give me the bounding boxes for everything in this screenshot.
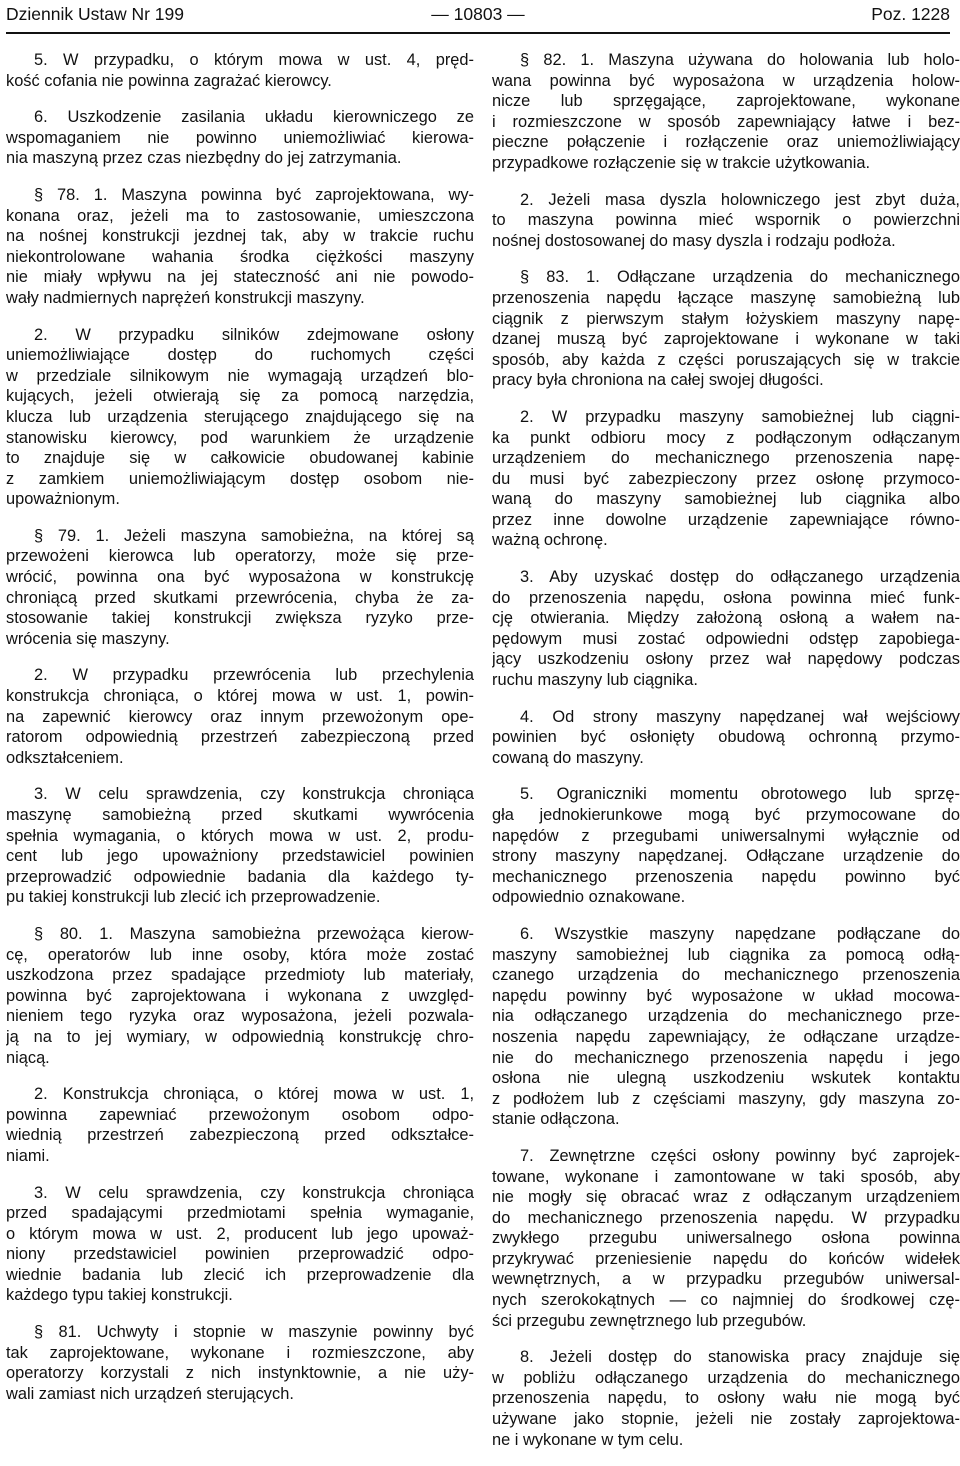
- text-line: wiednie badania lub zlecić ich przeprowadzenie dla: [6, 1265, 474, 1284]
- text-line: na nośnej konstrukcji jezdnej tak, aby w trakcie ruchu: [6, 227, 474, 246]
- text-line: przez inne dowolne urządzenie zapewniające równo-: [492, 510, 960, 529]
- text-line: wewnętrznych, a w przypadku przegubów uniwersal-: [492, 1270, 960, 1289]
- paragraph: [6, 325, 474, 510]
- text-line: 6. Uszkodzenie zasilania układu kierowniczego ze: [34, 108, 474, 127]
- text-line: ją na to jej wymiary, w odpowiednią konstrukcję chro-: [6, 1027, 474, 1046]
- text-line: gła jednokierunkowe mogą być przymocowane do: [492, 806, 960, 824]
- text-line: powinna zapewniać przewożonym osobom odpo-: [6, 1105, 474, 1124]
- text-line: ważną ochronę.: [492, 531, 608, 550]
- text-line: ciągnik z pierwszym stałym łożyskiem maszyny napę-: [492, 309, 960, 328]
- text-line: z podłożem lub z częściami maszyny, gdy maszyna zo-: [492, 1089, 960, 1108]
- paragraph: [492, 567, 960, 691]
- text-line: osłona nie ulegną uszkodzeniu wskutek kontaktu: [492, 1069, 960, 1088]
- text-line: pieczne połączenie i rozłączenie oraz uniemożliwiający: [492, 133, 960, 152]
- text-line: pędowym musi zostać odpowiedni odstęp zapobiega-: [492, 629, 960, 648]
- text-line: 2. Jeżeli masa dyszla holowniczego jest zbyt duża,: [520, 190, 960, 209]
- text-line: kujących, jeżeli otwierają się za pomocą narzędzia,: [6, 387, 474, 406]
- text-line: z zamkiem uniemożliwiającym dostęp osobom nie-: [6, 469, 474, 488]
- text-line: cent lub jego upoważniony przedstawiciel powinien: [6, 847, 474, 866]
- text-line: i rozmieszczone w sposób zapewniający łatwe i bez-: [492, 112, 960, 131]
- position-number: Poz. 1228: [871, 4, 950, 24]
- text-line: do przenoszenia napędu, osłona powinna mieć funk-: [492, 588, 960, 607]
- text-line: napędu powinny być wyposażone w układ mocowa-: [492, 986, 960, 1005]
- paragraph: [6, 1084, 474, 1166]
- text-line: odkształceniem.: [6, 748, 124, 767]
- text-line: niony przedstawiciel powinien przeprowadzić odpo-: [6, 1245, 474, 1264]
- text-line: niekontrolowane wahania środka ciężkości maszyny: [6, 247, 474, 266]
- text-line: niami.: [6, 1146, 50, 1165]
- text-line: strony maszyny napędzanej. Odłączane urządzenie do: [492, 847, 960, 866]
- text-line: zwykłego przegubu uniwersalnego osłona powinna: [492, 1229, 960, 1248]
- paragraph: [6, 185, 474, 309]
- text-line: ruchu maszyny lub ciągnika.: [492, 671, 698, 690]
- text-line: na zapewnić kierowcy oraz innym przewożonym ope-: [6, 707, 474, 726]
- text-line: przewożeni kierowca lub operatorzy, może się prze-: [6, 547, 474, 566]
- left-column: [6, 50, 474, 1420]
- paragraph: [492, 407, 960, 551]
- text-line: spełnia wymagania, o których mowa w ust. 2, produ-: [6, 826, 474, 845]
- text-line: pracy była chroniona na całej swojej długości.: [492, 371, 824, 390]
- text-line: ne i wykonane w tym celu.: [492, 1430, 684, 1449]
- text-line: stanie odłączona.: [492, 1110, 620, 1129]
- text-line: przypadkowe rozłączenie się w trakcie użytkowania.: [492, 153, 871, 172]
- text-line: 4. Od strony maszyny napędzanej wał wejściowy: [520, 707, 960, 726]
- text-line: używane jako stopnie, jeżeli nie zostały zaprojektowa-: [492, 1410, 960, 1429]
- text-line: 2. Konstrukcja chroniąca, o której mowa w ust. 1,: [34, 1085, 474, 1104]
- text-line: cowaną do maszyny.: [492, 748, 644, 767]
- text-line: wrócenia się maszyny.: [6, 629, 170, 648]
- paragraph: [6, 665, 474, 768]
- text-line: operatorzy korzystali z nich instynktownie, a nie uży-: [6, 1364, 474, 1383]
- text-line: ści przegubu zewnętrznego lub przegubów.: [492, 1311, 807, 1330]
- text-line: wana powinna być wyposażona w urządzenia holow-: [492, 71, 960, 90]
- text-line: nieniem tego ryzyka oraz wyposażona, jeżeli pozwala-: [6, 1007, 474, 1026]
- text-line: § 78. 1. Maszyna powinna być zaprojektowana, wy-: [34, 185, 474, 204]
- text-line: dzanej muszą być zaprojektowane i wykonane w taki: [492, 330, 960, 349]
- paragraph: [492, 924, 960, 1130]
- page-header: [6, 0, 950, 34]
- paragraph: [492, 190, 960, 252]
- text-line: 8. Jeżeli dostęp do stanowiska pracy znajduje się: [520, 1348, 960, 1367]
- text-line: uniemożliwiające dostęp do ruchomych części: [6, 346, 474, 365]
- text-line: waną do maszyny samobieżnej lub ciągnika albo: [492, 490, 960, 509]
- text-line: przeprowadzić odpowiednie badania dla każdego ty-: [6, 867, 474, 886]
- text-line: nie mogły się obracać wraz z odłączanym urządzeniem: [492, 1188, 960, 1207]
- text-line: 2. W przypadku przewrócenia lub przechylenia: [34, 666, 474, 685]
- text-line: nia maszyną przez czas niezbędny do jej zatrzymania.: [6, 149, 402, 168]
- text-line: stanowisku kierowcy, pod warunkiem że urządzenie: [6, 428, 474, 447]
- text-line: stosowanie takiej konstrukcji zwiększa ryzyko prze-: [6, 609, 474, 628]
- text-line: tak zaprojektowane, wykonane i rozmieszczone, aby: [6, 1343, 474, 1362]
- text-line: nych szerokokątnych — co najmniej do środkowej czę-: [492, 1291, 960, 1310]
- text-line: klucza lub urządzenia sterującego znajdującego się na: [6, 407, 474, 426]
- text-line: § 82. 1. Maszyna używana do holowania lub holo-: [520, 51, 960, 69]
- text-line: kość cofania nie powinna zagrażać kierowcy.: [6, 71, 332, 90]
- journal-title: Dziennik Ustaw Nr 199: [6, 4, 184, 24]
- text-line: nie do mechanicznego przenoszenia napędu i jego: [492, 1048, 960, 1067]
- text-line: jący uszkodzeniu osłony przez wał napędowy podczas: [492, 650, 960, 669]
- text-line: nicze lub sprzęgające, zaprojektowane, wykonane: [492, 92, 960, 111]
- paragraph: [492, 1146, 960, 1331]
- text-line: noszenia napędu zapewniający, że odłączane urządze-: [492, 1027, 960, 1046]
- text-line: odpowiednio oznakowane.: [492, 888, 686, 907]
- paragraph: [6, 1322, 474, 1404]
- paragraph: [6, 50, 474, 91]
- text-line: 6. Wszystkie maszyny napędzane podłączane do: [520, 924, 960, 943]
- text-line: wały nadmiernych naprężeń konstrukcji maszyny.: [6, 288, 365, 307]
- paragraph: [492, 784, 960, 908]
- paragraph: [6, 1183, 474, 1307]
- text-line: przenoszenia napędu łączące maszynę samobieżną lub: [492, 288, 960, 307]
- text-line: pu takiej konstrukcji lub zlecić ich przeprowadzenie.: [6, 888, 381, 907]
- paragraph: [492, 267, 960, 391]
- text-line: maszyny samobieżnej lub ciągnika za pomocą odłą-: [492, 945, 960, 964]
- text-line: 5. Ograniczniki momentu obrotowego lub sprzę-: [520, 785, 960, 804]
- text-line: nie miały wpływu na jej stateczność ani nie powodo-: [6, 268, 474, 287]
- text-line: cję otwierania. Między założoną osłoną a wałem na-: [492, 609, 960, 628]
- text-line: § 80. 1. Maszyna samobieżna przewożąca kierow-: [34, 924, 474, 943]
- page-number: — 10803 —: [431, 4, 525, 24]
- text-line: w przedziale silnikowym nie wymagają urządzeń blo-: [6, 366, 474, 385]
- text-line: konstrukcja chroniąca, o której mowa w ust. 1, powin-: [6, 687, 474, 706]
- text-line: to znajduje się w całkowicie obudowanej kabinie: [6, 449, 474, 468]
- text-line: to maszyna powinna mieć wspornik o powierzchni: [492, 211, 960, 230]
- text-line: upoważnionym.: [6, 490, 120, 509]
- text-line: przed spadającymi przedmiotami spełnia wymaganie,: [6, 1204, 474, 1223]
- text-line: 3. Aby uzyskać dostęp do odłączanego urządzenia: [520, 568, 960, 587]
- text-line: towane, wykonane i zamontowane w taki sposób, aby: [492, 1167, 960, 1186]
- text-line: maszynę samobieżną przed skutkami wywrócenia: [6, 806, 474, 824]
- paragraph: [492, 707, 960, 769]
- text-line: w pobliżu odłączanego urządzenia do mechanicznego: [492, 1368, 960, 1387]
- text-line: § 81. Uchwyty i stopnie w maszynie powinny być: [34, 1323, 474, 1342]
- text-line: powinna być zaprojektowana i wykonana z uwzględ-: [6, 986, 474, 1005]
- text-line: du musi być zabezpieczony przez osłonę przymoco-: [492, 469, 960, 488]
- text-line: o którym mowa w ust. 2, producent lub jego upoważ-: [6, 1224, 474, 1243]
- text-line: 3. W celu sprawdzenia, czy konstrukcja chroniąca: [34, 785, 474, 804]
- text-line: 3. W celu sprawdzenia, czy konstrukcja chroniąca: [34, 1183, 474, 1202]
- text-line: przykrywać przeniesienie napędu do końców widełek: [492, 1249, 960, 1268]
- text-line: urządzeniem do mechanicznego przenoszenia napę-: [492, 449, 960, 468]
- text-line: ka punkt odbioru mocy z podłączonym odłączanym: [492, 428, 960, 447]
- text-line: 2. W przypadku maszyny samobieżnej lub ciągni-: [520, 407, 960, 426]
- text-line: nośnej dostosowanej do masy dyszla i rodzaju podłoża.: [492, 231, 896, 250]
- text-line: nia odłączanego urządzenia do mechanicznego prze-: [492, 1007, 960, 1026]
- text-line: cę, operatorów lub inne osoby, która może zostać: [6, 945, 474, 964]
- text-line: do mechanicznego przenoszenia napędu. W przypadku: [492, 1208, 960, 1227]
- text-line: przenoszenia napędu, to osłony wału nie mogą być: [492, 1389, 960, 1408]
- right-column: [492, 50, 960, 1466]
- text-line: chroniącą przed skutkami przewrócenia, chyba że za-: [6, 588, 474, 607]
- text-line: § 79. 1. Jeżeli maszyna samobieżna, na której są: [34, 526, 474, 545]
- paragraph: [6, 107, 474, 169]
- text-line: 5. W przypadku, o którym mowa w ust. 4, pręd-: [34, 51, 474, 69]
- text-line: sposób, aby każda z części poruszających się w trakcie: [492, 350, 960, 369]
- text-line: 7. Zewnętrzne części osłony powinny być zaprojek-: [520, 1146, 960, 1165]
- text-line: powinien być osłonięty obudową ochronną przymo-: [492, 728, 960, 747]
- text-line: § 83. 1. Odłączane urządzenia do mechanicznego: [520, 268, 960, 287]
- text-line: wiednią przestrzeń zabezpieczoną przed odkształce-: [6, 1126, 474, 1145]
- text-line: mechanicznego przenoszenia napędu powinno być: [492, 867, 960, 886]
- text-line: wali zamiast nich urządzeń sterujących.: [6, 1384, 294, 1403]
- text-line: wrócić, powinna ona być wyposażona w konstrukcję: [6, 568, 474, 587]
- text-line: wspomaganiem nie powinno uniemożliwiać kierowa-: [6, 128, 474, 147]
- paragraph: [492, 1347, 960, 1450]
- text-line: konana oraz, jeżeli ma to zastosowanie, umieszczona: [6, 206, 474, 225]
- paragraph: [492, 50, 960, 174]
- paragraph: [6, 526, 474, 650]
- text-line: niącą.: [6, 1048, 50, 1067]
- text-line: 2. W przypadku silników zdejmowane osłony: [34, 325, 474, 344]
- text-line: ratorom odpowiednią przestrzeń zabezpieczoną przed: [6, 728, 474, 747]
- text-line: napędów z przegubami uniwersalnymi wyłącznie od: [492, 826, 960, 845]
- paragraph: [6, 784, 474, 908]
- text-line: każdego typu takiej konstrukcji.: [6, 1286, 233, 1305]
- text-line: uszkodzona przez spadające przedmioty lub materiały,: [6, 966, 474, 985]
- text-line: czanego urządzenia do mechanicznego przenoszenia: [492, 966, 960, 985]
- paragraph: [6, 924, 474, 1068]
